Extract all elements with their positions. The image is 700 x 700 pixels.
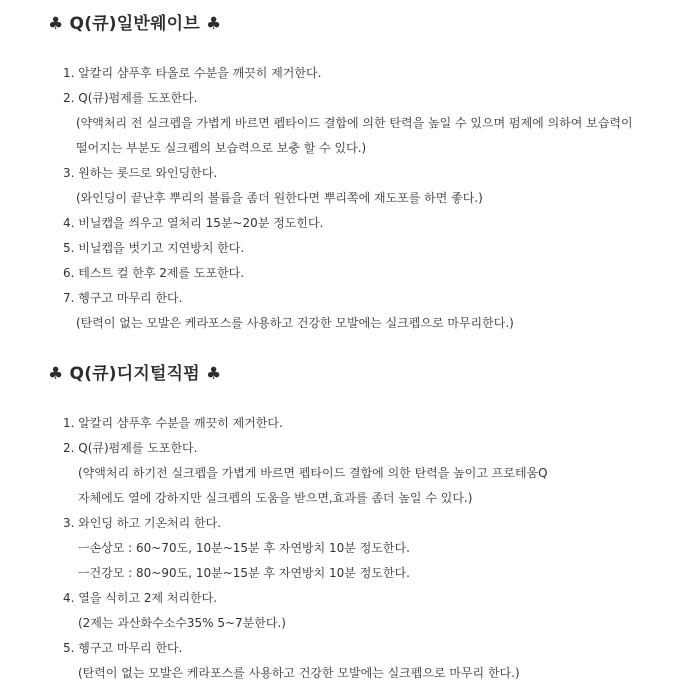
step-line: 4. 비닐캡을 씌우고 열처리 15분~20분 정도힌다. xyxy=(63,216,324,230)
section-title: ♣ Q(큐)일반웨이브 ♣ xyxy=(48,14,222,34)
detail-line: ㅡ건강모 : 80~90도, 10분~15분 후 자연방치 10분 정도한다. xyxy=(78,566,410,580)
step-line: 3. 와인딩 하고 기온처리 한다. xyxy=(63,516,222,530)
note-line: (와인딩이 끝난후 뿌리의 볼륨을 좀더 원한다면 뿌리쪽에 재도포를 하면 좋다.) xyxy=(76,191,483,205)
step-line: 3. 원하는 롯드로 와인딩한다. xyxy=(63,166,218,180)
step-line: 7. 헹구고 마무리 한다. xyxy=(63,291,183,305)
step-line: 4. 열을 식히고 2제 처리한다. xyxy=(63,591,218,605)
step-line: 2. Q(큐)펌제를 도포한다. xyxy=(63,441,198,455)
section-title: ♣ Q(큐)디지털직펌 ♣ xyxy=(48,364,222,384)
step-line: 5. 비닐캡을 벗기고 지연방치 한다. xyxy=(63,241,245,255)
note-line: (약액처리 전 실크펩을 가볍게 바르면 펩타이드 결합에 의한 탄력을 높일 수 있으며 펌제에 의하여 보습력이 xyxy=(76,116,633,130)
note-line: 떨어지는 부분도 실크펩의 보습력으로 보충 할 수 있다.) xyxy=(76,141,367,155)
detail-line: ㅡ손상모 : 60~70도, 10분~15분 후 자연방치 10분 정도한다. xyxy=(78,541,410,555)
step-line: 6. 테스트 컬 한후 2제를 도포한다. xyxy=(63,266,245,280)
note-line: (탄력이 없는 모발은 케라포스를 사용하고 건강한 모발에는 실크펩으로 마무리한다.) xyxy=(76,316,514,330)
note-line: (2제는 과산화수소수35% 5~7분한다.) xyxy=(78,616,286,630)
note-line: (약액처리 하기전 실크펩을 가볍게 바르면 펩타이드 결합에 의한 탄력을 높이고 프로테움Q xyxy=(78,466,548,480)
note-line: (탄력이 없는 모발은 케라포스를 사용하고 건강한 모발에는 실크펩으로 마무리 한다.) xyxy=(78,666,520,680)
step-line: 2. Q(큐)펌제를 도포한다. xyxy=(63,91,198,105)
step-line: 1. 알칼리 샴푸후 타올로 수분을 깨끗히 제거한다. xyxy=(63,66,322,80)
note-line: 자체에도 열에 강하지만 실크펩의 도움을 받으면,효과를 좀더 높일 수 있다.) xyxy=(78,491,473,505)
step-line: 5. 헹구고 마무리 한다. xyxy=(63,641,183,655)
step-line: 1. 알칼리 샴푸후 수분을 깨끗히 제거한다. xyxy=(63,416,283,430)
